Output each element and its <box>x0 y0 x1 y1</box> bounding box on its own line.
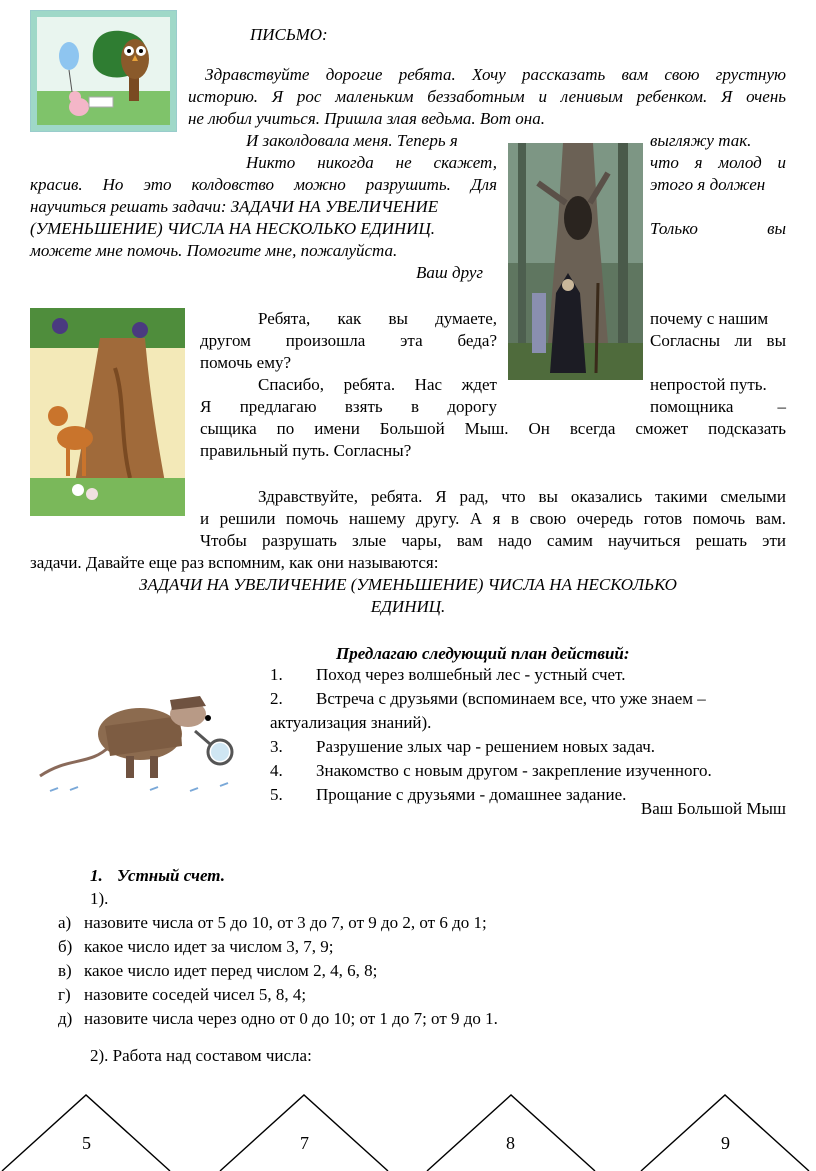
plan-item-text: Встреча с друзьями (вспоминаем все, что уже знаем – <box>316 689 706 708</box>
plan-item-text: Прощание с друзьями - домашнее задание. <box>316 785 627 804</box>
plan-item-number: 4. <box>270 761 283 780</box>
section-number: 1. <box>90 866 103 885</box>
triangle-number: 9 <box>721 1133 730 1153</box>
triangle-number: 5 <box>82 1133 91 1153</box>
plan-item-number: 2. <box>270 689 283 708</box>
text-line: Ребята, как вы думаете, <box>258 309 497 328</box>
letter-signature: Ваш друг <box>416 263 484 282</box>
letter-heading: ПИСЬМО: <box>250 25 328 44</box>
letter-line: научиться решать задачи: ЗАДАЧИ НА УВЕЛИЧЕНИЕ <box>30 197 439 216</box>
letter-line: Здравствуйте дорогие ребята. Хочу рассказать вам свою грустную <box>205 65 786 84</box>
plan-item-text: Знакомство с новым другом - закрепление изученного. <box>316 761 712 780</box>
text-line: помощника – <box>650 397 786 416</box>
plan-item-number: 1. <box>270 665 283 684</box>
task-text: какое число идет за числом 3, 7, 9; <box>84 937 334 956</box>
topic-caps: ЕДИНИЦ. <box>370 597 446 616</box>
plan-item <box>270 736 786 758</box>
task-text: назовите числа от 5 до 10, от 3 до 7, от 9 до 2, от 6 до 1; <box>84 913 487 932</box>
text-line: почему с нашим <box>650 309 769 328</box>
topic-caps: ЗАДАЧИ НА УВЕЛИЧЕНИЕ (УМЕНЬШЕНИЕ) ЧИСЛА НА НЕСКОЛЬКО <box>139 575 677 594</box>
task-label: в) <box>58 961 72 980</box>
letter-line: историю. Я рос маленьким беззаботным и ленивым ребенком. Я очень <box>188 87 786 106</box>
letter-line: можете мне помочь. Помогите мне, пожалуйста. <box>30 241 398 260</box>
text-line: Я предлагаю взять в дорогу <box>200 397 497 416</box>
text-line: правильный путь. Согласны? <box>200 441 412 460</box>
task-item <box>58 1008 786 1030</box>
letter-line: И заколдовала меня. Теперь я <box>246 131 458 150</box>
task-item <box>58 984 786 1006</box>
task-item <box>58 960 786 982</box>
task-list <box>58 912 786 1030</box>
task-text: какое число идет перед числом 2, 4, 6, 8; <box>84 961 378 980</box>
plan-item <box>270 688 786 710</box>
triangle-number: 8 <box>506 1133 515 1153</box>
subsection-label: 1). <box>90 889 109 908</box>
task-label: а) <box>58 913 72 932</box>
plan-item-text: актуализация знаний). <box>270 713 432 732</box>
plan-item <box>270 712 786 734</box>
text-line: задачи. Давайте еще раз вспомним, как они называются: <box>30 553 439 572</box>
text-line: Чтобы разрушать злые чары, вам надо самим научиться решать эти <box>200 531 786 550</box>
plan-item <box>270 760 786 782</box>
plan-item-text: Поход через волшебный лес - устный счет. <box>316 665 626 684</box>
text-line: Согласны ли вы <box>650 331 786 350</box>
plan-item-number: 5. <box>270 785 283 804</box>
deer-tree-illustration <box>30 308 185 516</box>
text-line: Спасибо, ребята. Нас ждет <box>258 375 497 394</box>
text-line: сыщика по имени Большой Мыш. Он всегда сможет подсказать <box>200 419 786 438</box>
text-line: и решили помочь нашему другу. А я в свою очередь готов помочь вам. <box>200 509 786 528</box>
detective-mouse-illustration <box>30 656 255 801</box>
letter-line: выгляжу так. <box>650 131 752 150</box>
triangle-number: 7 <box>300 1133 309 1153</box>
plan-title: Предлагаю следующий план действий: <box>336 644 630 663</box>
plan-signature: Ваш Большой Мыш <box>640 799 786 818</box>
task-text: назовите соседей чисел 5, 8, 4; <box>84 985 307 1004</box>
subsection-label: 2). Работа над составом числа: <box>90 1046 312 1065</box>
letter-line: Никто никогда не скажет, <box>246 153 497 172</box>
plan-item <box>270 664 786 686</box>
plan-list <box>270 664 786 806</box>
text-line: непростой путь. <box>650 375 767 394</box>
task-item <box>58 912 786 934</box>
letter-line: этого я должен <box>650 175 766 194</box>
plan-item-number: 3. <box>270 737 283 756</box>
witch-tree-illustration <box>508 143 643 380</box>
owl-rabbit-illustration <box>30 10 177 132</box>
text-line: другом произошла эта беда? <box>200 331 497 350</box>
letter-line: что я молод и <box>650 153 786 172</box>
letter-line: не любил учиться. Пришла злая ведьма. Вот она. <box>188 109 545 128</box>
task-text: назовите числа через одно от 0 до 10; от 1 до 7; от 9 до 1. <box>84 1009 498 1028</box>
text-line: Здравствуйте, ребята. Я рад, что вы оказались такими смелыми <box>258 487 786 506</box>
letter-line: Только вы <box>650 219 786 238</box>
section-heading <box>90 865 225 887</box>
task-item <box>58 936 786 958</box>
task-label: б) <box>58 937 73 956</box>
section-title: Устный счет. <box>117 866 225 885</box>
task-label: г) <box>58 985 71 1004</box>
text-line: помочь ему? <box>200 353 291 372</box>
letter-line: красив. Но это колдовство можно разрушить. Для <box>30 175 497 194</box>
plan-item-text: Разрушение злых чар - решением новых задач. <box>316 737 656 756</box>
letter-line: (УМЕНЬШЕНИЕ) ЧИСЛА НА НЕСКОЛЬКО ЕДИНИЦ. <box>30 219 435 238</box>
task-label: д) <box>58 1009 73 1028</box>
number-triangles <box>0 1090 816 1171</box>
